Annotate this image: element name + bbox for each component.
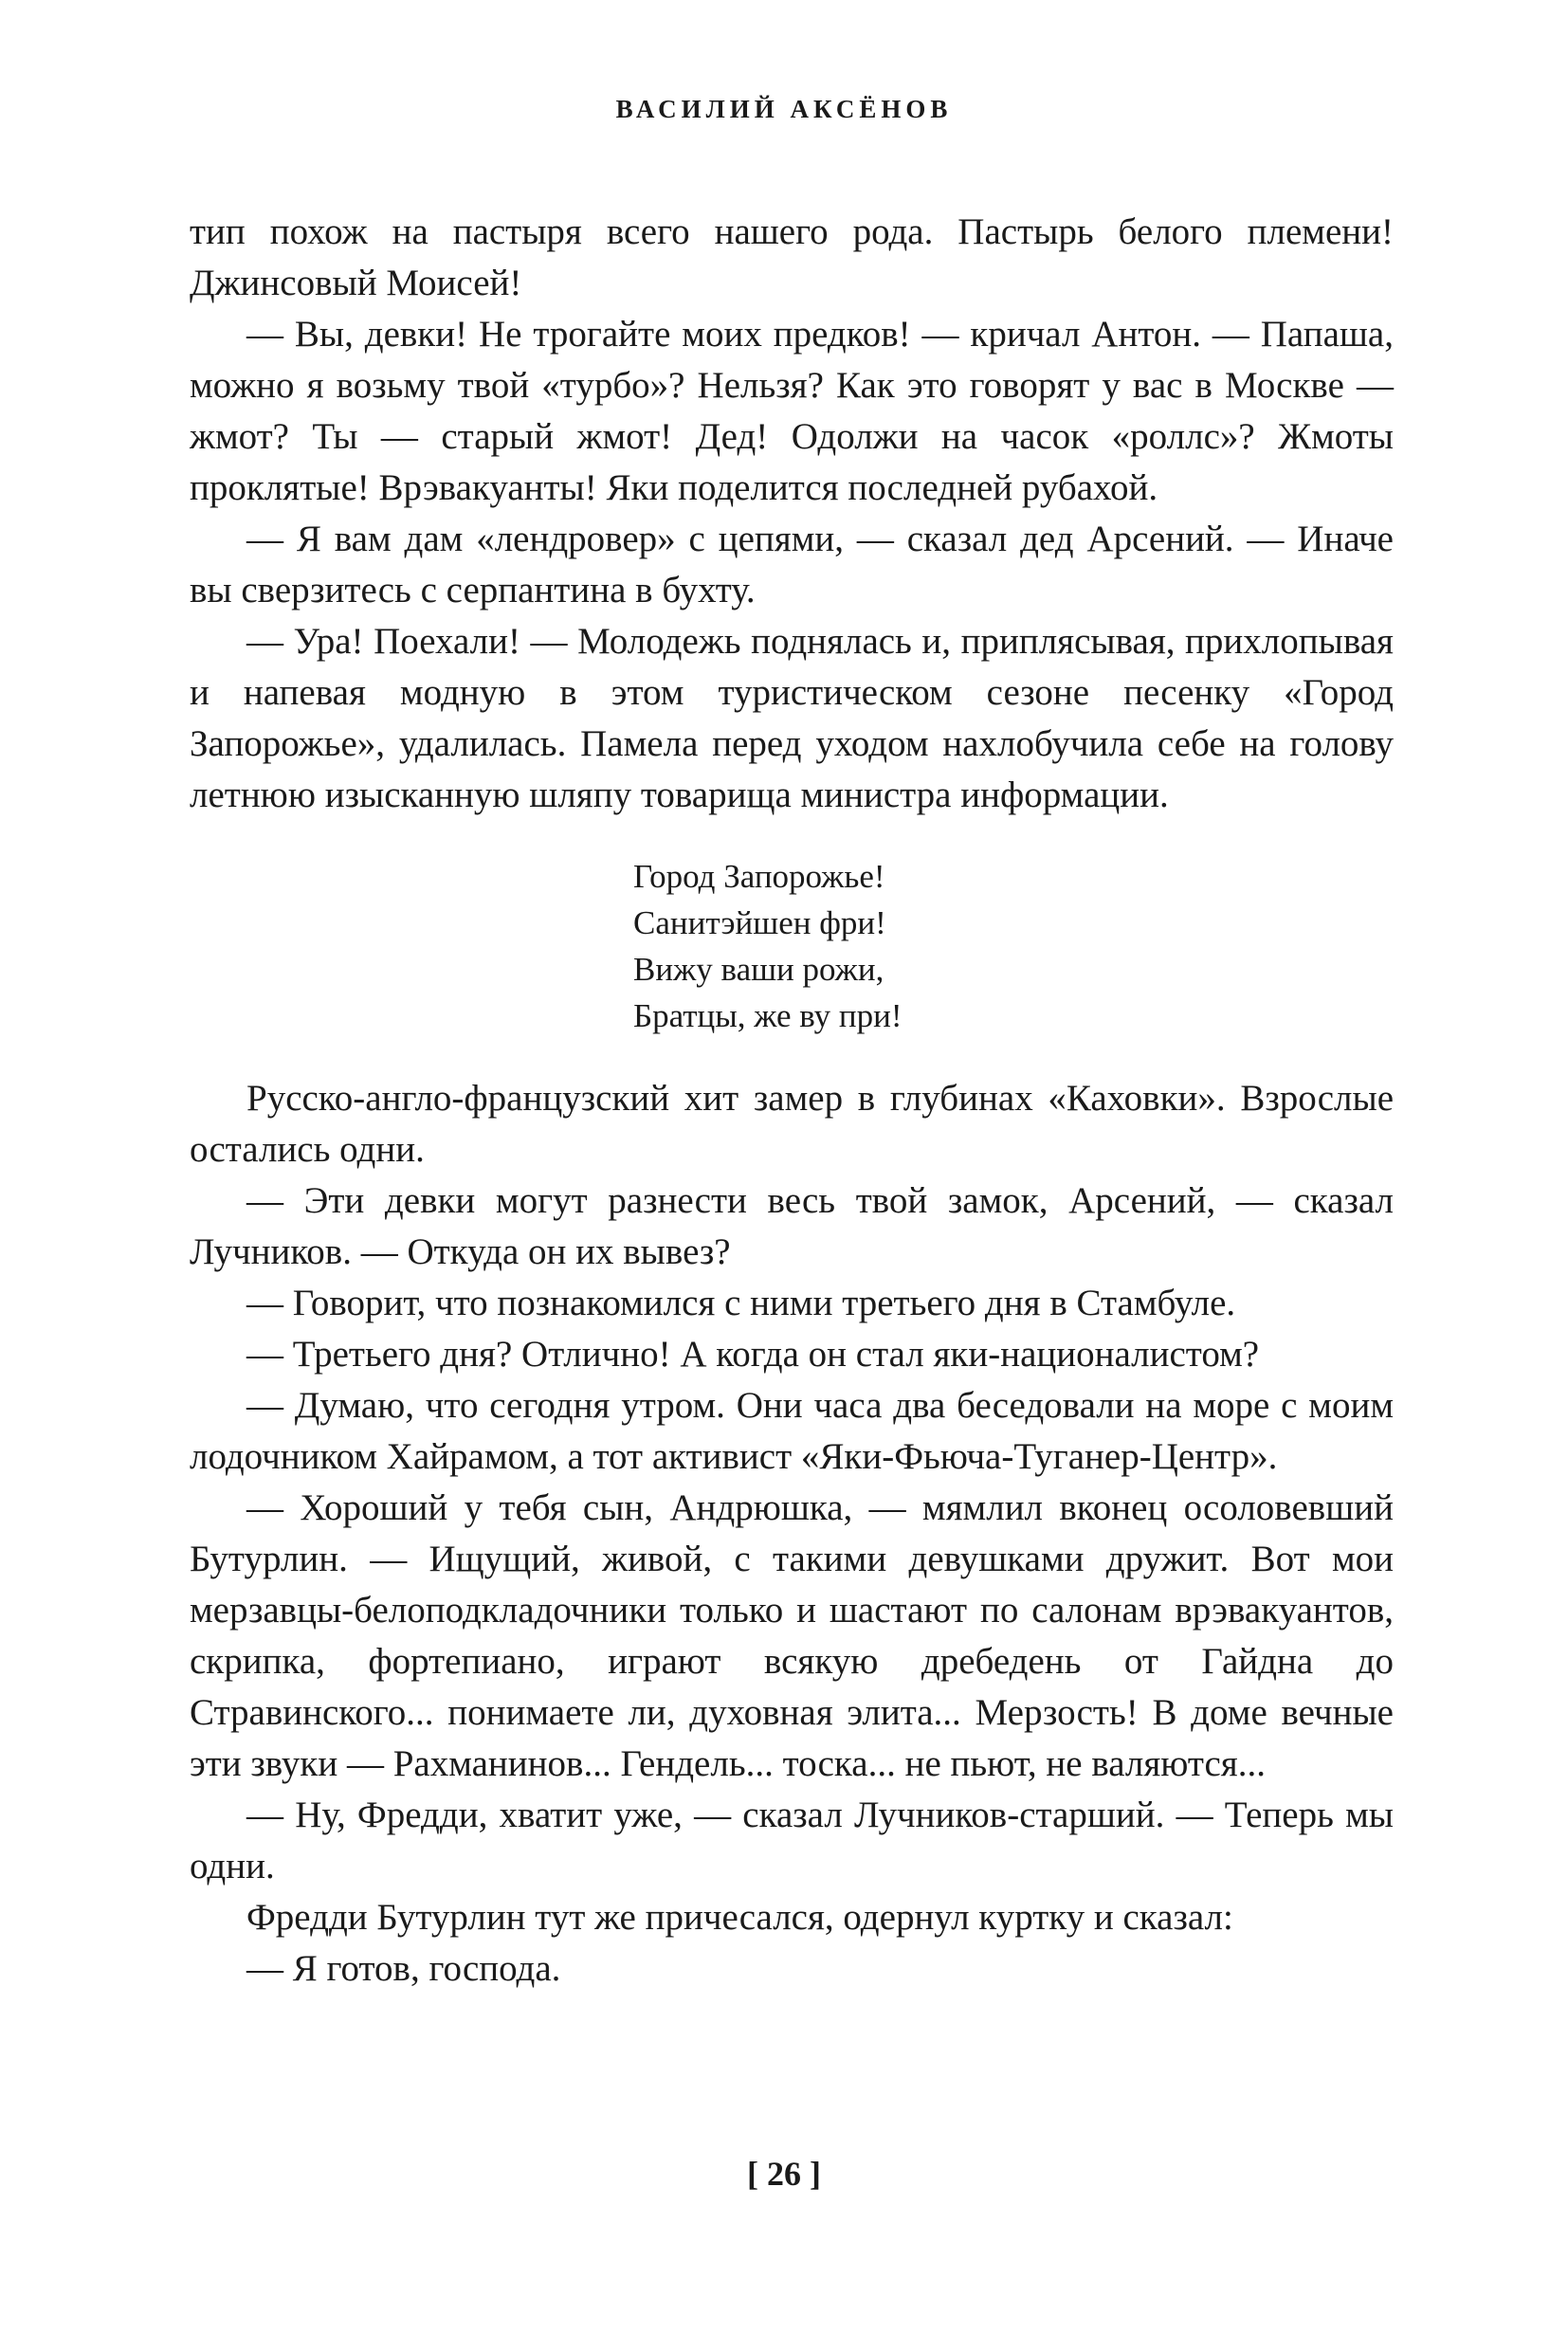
paragraph-1: тип похож на пастыря всего нашего рода. Пастырь белого племени! Джинсовый Моисей! bbox=[190, 211, 1394, 303]
verse-line-1: Город Запорожье! bbox=[633, 858, 885, 895]
body-text bbox=[190, 207, 1394, 1995]
paragraph-5: Русско-англо-французский хит замер в глубинах «Каховки». Взрослые остались одни. bbox=[190, 1078, 1394, 1170]
paragraph-8: — Третьего дня? Отлично! А когда он стал яки-националистом? bbox=[246, 1334, 1260, 1375]
verse-line-3: Вижу ваши рожи, bbox=[633, 951, 884, 988]
paragraph-3: — Я вам дам «лендровер» с цепями, — сказал дед Арсений. — Иначе вы сверзитесь с серпантина в бухту. bbox=[190, 519, 1394, 611]
paragraph-7: — Говорит, что познакомился с ними третьего дня в Стамбуле. bbox=[246, 1283, 1236, 1323]
verse-block bbox=[633, 853, 1394, 1039]
page-number: [ 26 ] bbox=[747, 2155, 821, 2193]
running-head: ВАСИЛИЙ АКСЁНОВ bbox=[615, 95, 953, 123]
paragraph-13: — Я готов, господа. bbox=[246, 1948, 561, 1989]
paragraph-6: — Эти девки могут разнести весь твой замок, Арсений, — сказал Лучников. — Откуда он их вывез? bbox=[190, 1180, 1394, 1272]
paragraph-4: — Ура! Поехали! — Молодежь поднялась и, приплясывая, прихлопывая и напевая модную в этом туристическом сезоне песенку «Город Запорожье», удалилась. Памела перед уходом нахлобучила себе на голову летнюю изысканную шляпу товарища министра информации. bbox=[190, 621, 1394, 815]
verse-line-2: Санитэйшен фри! bbox=[633, 904, 886, 941]
paragraph-10: — Хороший у тебя сын, Андрюшка, — мямлил вконец осоловевший Бутурлин. — Ищущий, живой, с такими девушками дружит. Вот мои мерзавцы-белоподкладочники только и шастают по салонам врэвакуантов, скрипка, фортепиано, играют всякую дребедень от Гайдна до Стравинского... понимаете ли, духовная элита... Мерзость! В доме вечные эти звуки — Рахманинов... Гендель... тоска... не пьют, не валяются... bbox=[190, 1487, 1394, 1784]
paragraph-11: — Ну, Фредди, хватит уже, — сказал Лучников-старший. — Теперь мы одни. bbox=[190, 1795, 1394, 1886]
paragraph-12: Фредди Бутурлин тут же причесался, одернул куртку и сказал: bbox=[246, 1897, 1233, 1938]
paragraph-9: — Думаю, что сегодня утром. Они часа два беседовали на море с моим лодочником Хайрамом, а тот активист «Яки-Фьюча-Туганер-Центр». bbox=[190, 1385, 1394, 1477]
paragraph-2: — Вы, девки! Не трогайте моих предков! — кричал Антон. — Папаша, можно я возьму твой «турбо»? Нельзя? Как это говорят у вас в Москве — жмот? Ты — старый жмот! Дед! Одолжи на часок «роллс»? Жмоты проклятые! Врэвакуанты! Яки поделится последней рубахой. bbox=[190, 314, 1394, 508]
verse-line-4: Братцы, же ву при! bbox=[633, 997, 903, 1034]
